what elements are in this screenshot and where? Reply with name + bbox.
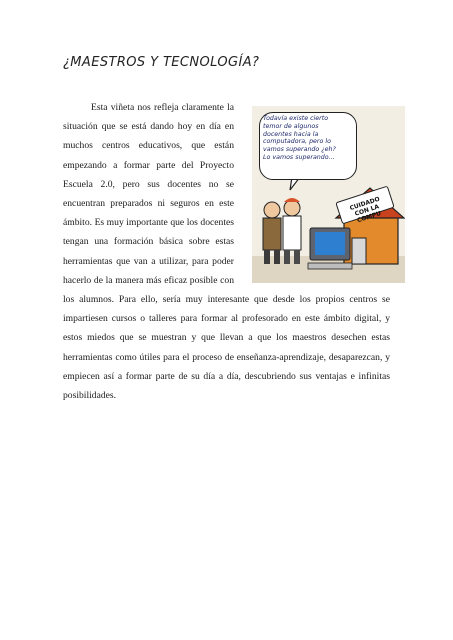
speech-bubble-text: Todavía existe cierto temor de algunos docentes hacia la computadora, pero lo vamos superando ¿eh? Lo vamos superando...	[263, 115, 336, 161]
teacher-figure-right	[283, 198, 301, 264]
body-paragraph-text: Esta viñeta nos refleja claramente la situación que se está dando hoy en día en muchos centros educativos, que están empezando a formar parte del Proyecto Escuela 2.0, pero sus docentes no se encuentran preparados ni seguros en este ámbito. Es muy importante que los docentes tengan una formación básica sobre estas herramientas que van a utilizar, para poder hacerlo de la manera más eficaz posible con los alumnos. Para ello, sería muy interesante que desde los propios centros se impartiesen cursos o talleres para formar al profesorado en este ámbito digital, y estos miedos que se muestran y que llevan a que los maestros desechen estas herramientas como útiles para el proceso de enseñanza-aprendizaje, desaparezcan, y empiecen así a formar parte de su día a día, descubriendo sus ventajas e infinitas posibilidades.	[63, 102, 390, 402]
teacher-figure-left	[263, 202, 281, 264]
cartoon-illustration	[252, 106, 405, 283]
doghouse-sign-text: CUIDADO CON LA COMPU	[348, 195, 383, 225]
document-title: ¿MAESTROS Y TECNOLOGÍA?	[63, 55, 260, 70]
